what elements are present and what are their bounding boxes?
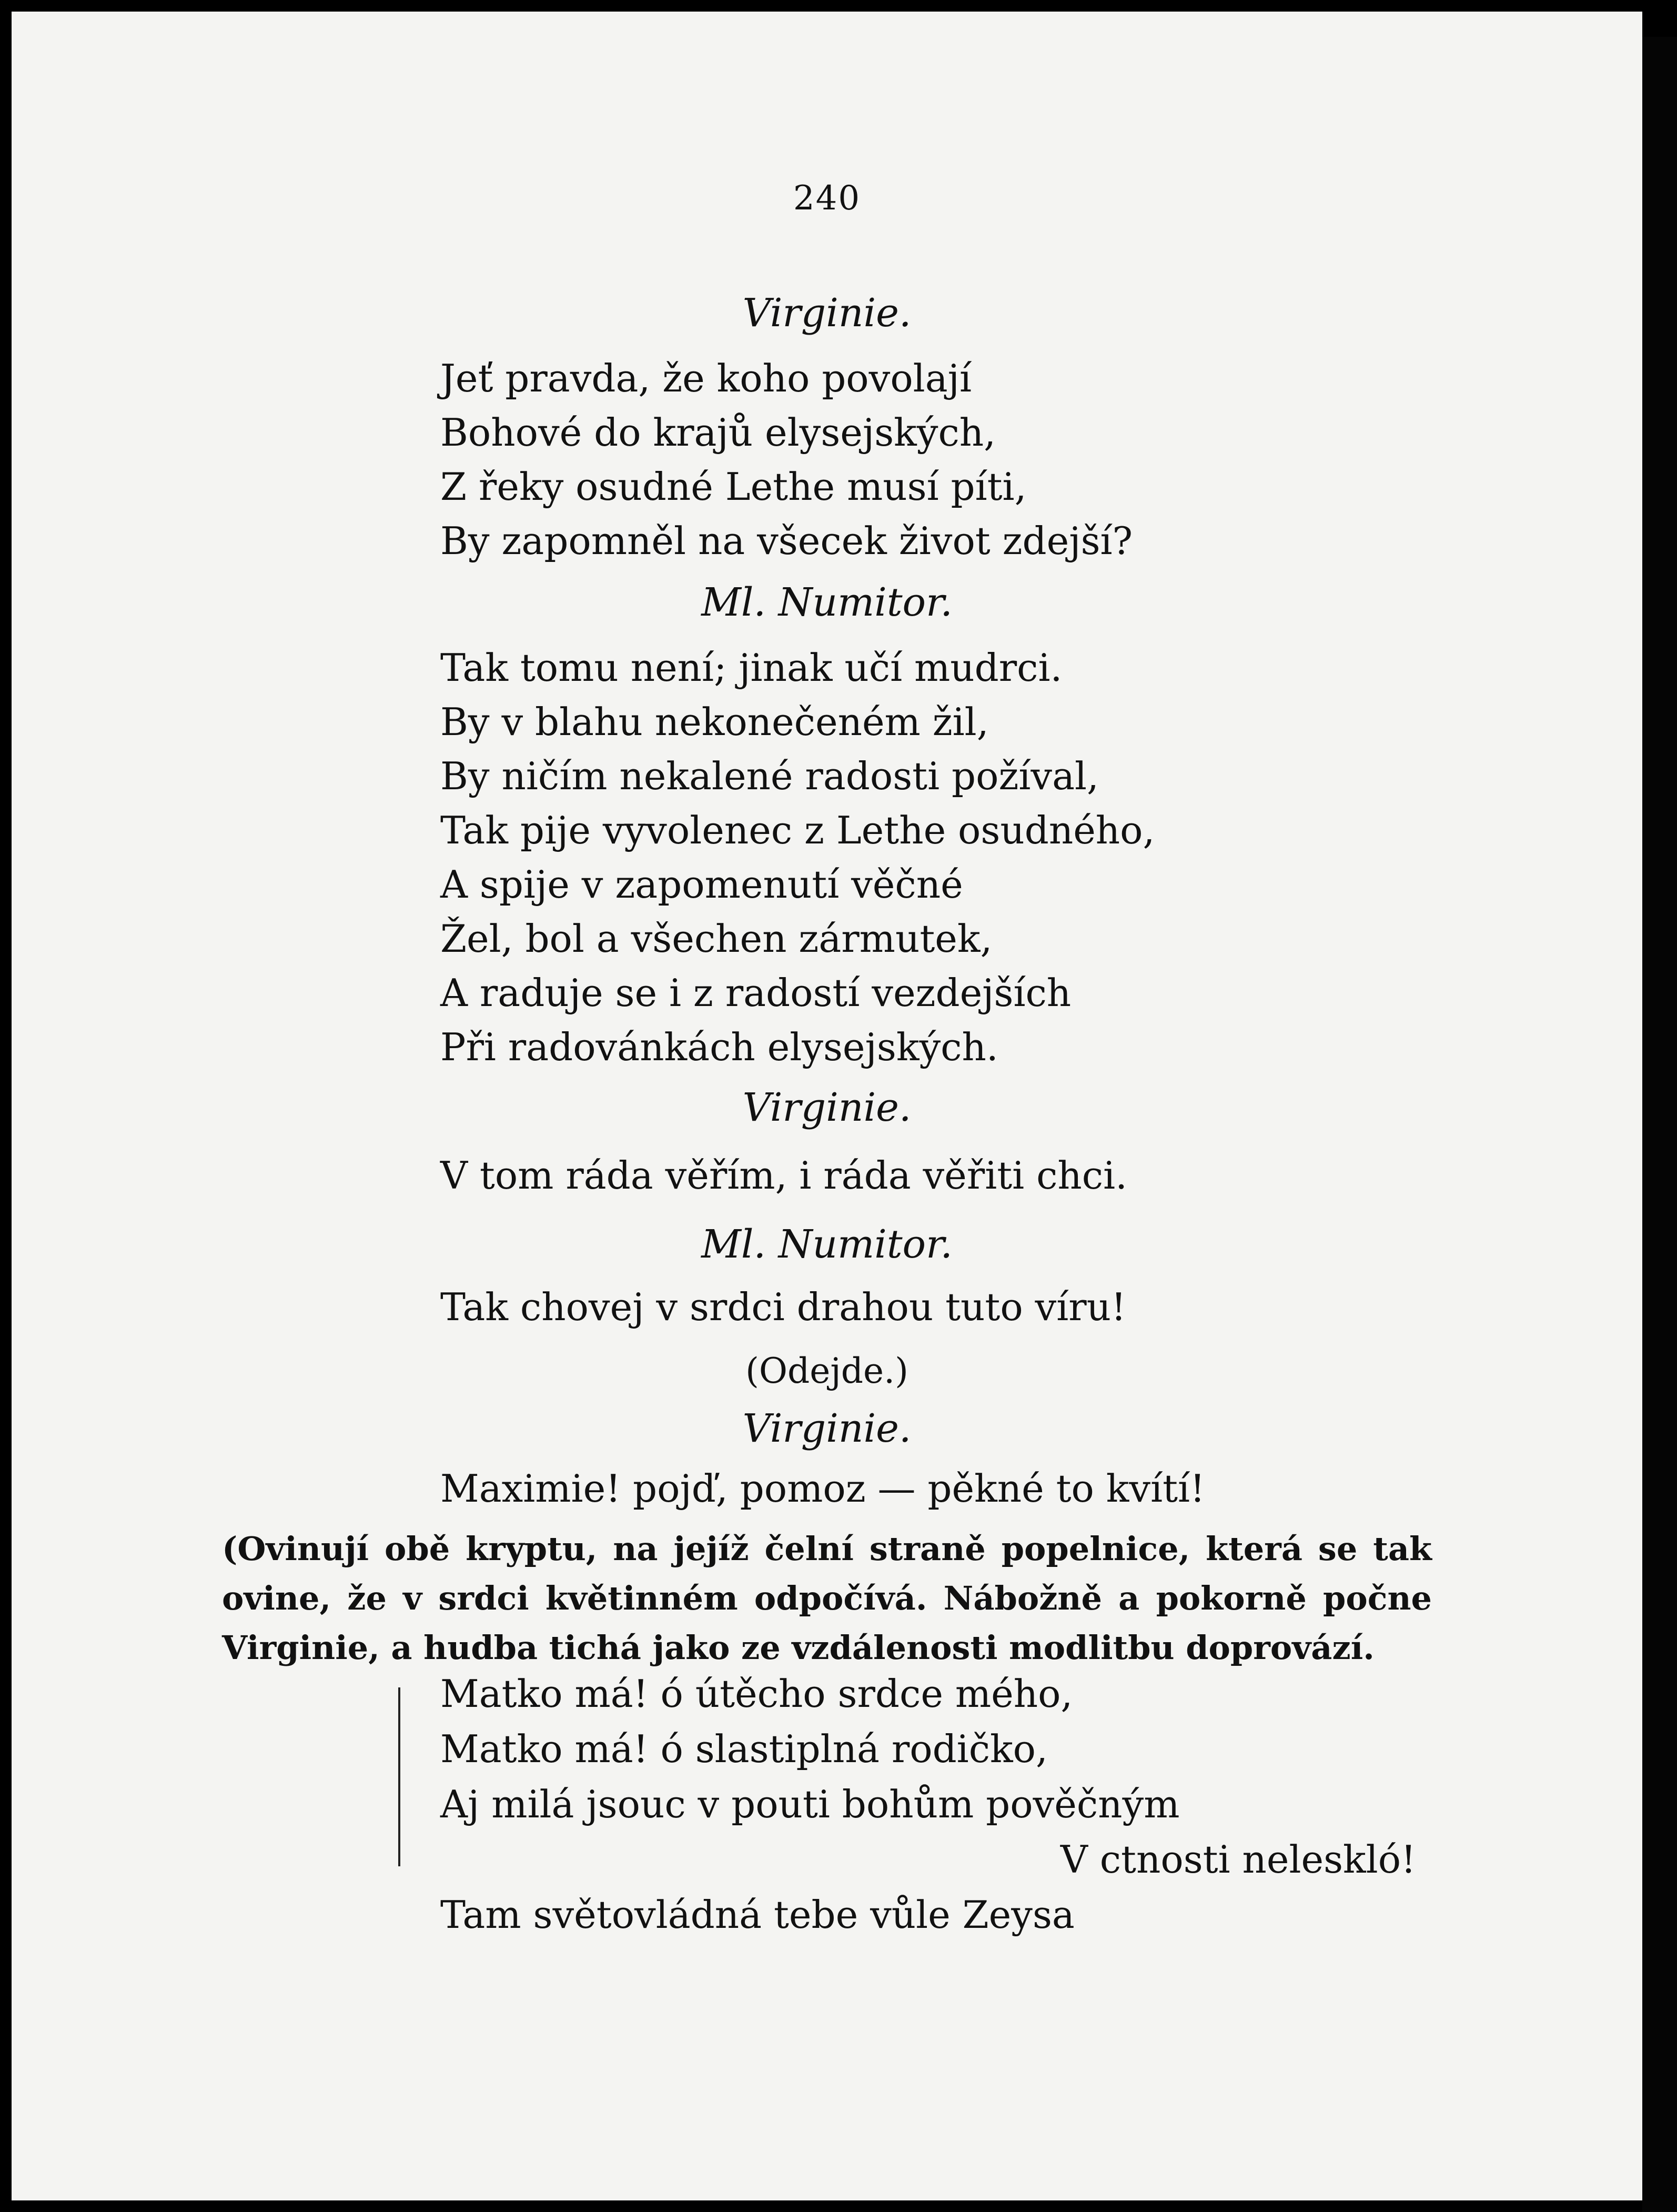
book-page [12,12,1642,2200]
verse-line: By zapomněl na všecek život zdejší? [440,519,1133,563]
scan-border [1642,37,1677,2212]
verse-line: By ničím nekalené radosti požíval, [440,754,1099,798]
verse-line: Tam světovládná tebe vůle Zeysa [440,1893,1075,1937]
stage-direction-paragraph: (Ovinují obě kryptu, na jejíž čelní straně popelnice, která se tak ovine, že v srdci květinném odpočívá. Nábožně a pokorně počne Virginie, a hudba tichá jako ze vzdálenosti modlitbu doprovází. [222,1530,1432,1667]
verse-line: Maximie! pojď, pomoz — pěkné to kvítí! [440,1466,1205,1511]
verse-line: V tom ráda věřím, i ráda věřiti chci. [440,1153,1128,1198]
speaker-name: Ml. Numitor. [701,1222,953,1267]
speaker-name: Virginie. [742,1085,912,1130]
verse-line-indented: V ctnosti neleskló! [1060,1837,1416,1882]
verse-line: Tak tomu není; jinak učí mudrci. [440,646,1063,690]
verse-line: Matko má! ó slastiplná rodičko, [440,1727,1048,1771]
page-number: 240 [793,179,861,218]
stage-direction: (Odejde.) [745,1351,908,1391]
speaker-name: Virginie. [742,1406,912,1451]
verse-line: By v blahu nekonečeném žil, [440,700,989,744]
verse-line: Matko má! ó útěcho srdce mého, [440,1672,1073,1716]
verse-line: A raduje se i z radostí vezdejších [440,971,1072,1015]
verse-line: Tak chovej v srdci drahou tuto víru! [440,1285,1126,1329]
verse-line: Tak pije vyvolenec z Lethe osudného, [440,808,1155,852]
verse-line: Žel, bol a všechen zármutek, [440,917,993,961]
verse-line: Bohové do krajů elysejských, [440,410,996,455]
verse-line: Z řeky osudné Lethe musí píti, [440,465,1027,509]
speaker-name: Virginie. [742,290,912,336]
verse-line: Jeť pravda, že koho povolají [440,356,972,400]
speaker-name: Ml. Numitor. [701,580,953,625]
verse-marker-bar [398,1687,400,1866]
verse-line: A spije v zapomenutí věčné [440,862,963,907]
verse-line: Aj milá jsouc v pouti bohům pověčným [440,1782,1180,1826]
verse-line: Při radovánkách elysejských. [440,1025,998,1069]
